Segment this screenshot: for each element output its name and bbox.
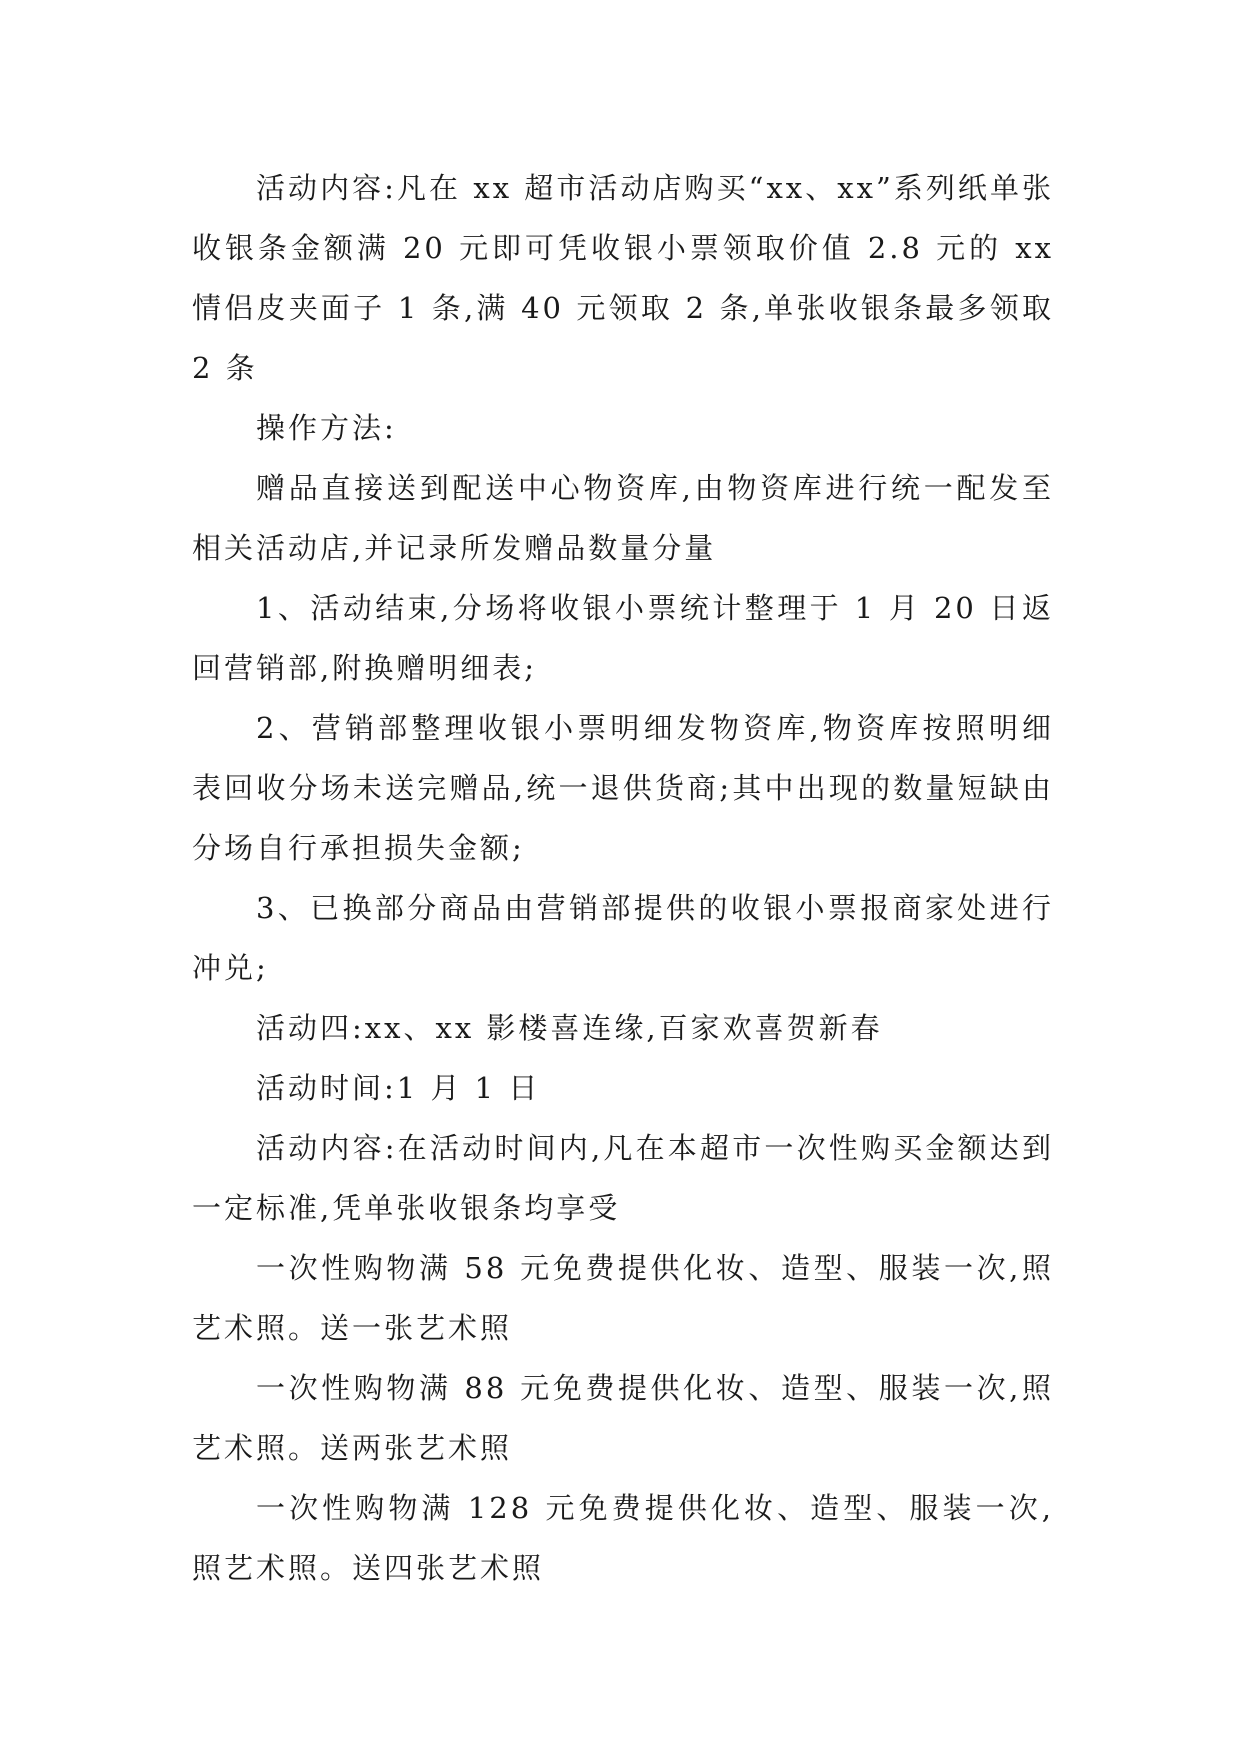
document-page: [192, 158, 1054, 1598]
paragraph-activity-time: 活动时间:1 月 1 日: [256, 1071, 541, 1105]
paragraph-tier-58: 一次性购物满 58 元免费提供化妆、造型、服装一次,照艺术照。送一张艺术照: [192, 1251, 1054, 1345]
paragraph-tier-88: 一次性购物满 88 元免费提供化妆、造型、服装一次,照艺术照。送两张艺术照: [192, 1371, 1054, 1465]
paragraph-activity-four: 活动四:xx、xx 影楼喜连缘,百家欢喜贺新春: [256, 1011, 883, 1045]
paragraph-step-1: 1、活动结束,分场将收银小票统计整理于 1 月 20 日返回营销部,附换赠明细表;: [192, 591, 1054, 685]
paragraph-gift-distribution: 赠品直接送到配送中心物资库,由物资库进行统一配发至相关活动店,并记录所发赠品数量分量: [192, 471, 1054, 565]
paragraph-step-2: 2、营销部整理收银小票明细发物资库,物资库按照明细表回收分场未送完赠品,统一退供货商;其中出现的数量短缺由分场自行承担损失金额;: [192, 711, 1054, 865]
paragraph-step-3: 3、已换部分商品由营销部提供的收银小票报商家处进行冲兑;: [192, 891, 1054, 985]
paragraph-operation-method: 操作方法:: [256, 411, 397, 445]
paragraph-activity-content: 活动内容:凡在 xx 超市活动店购买“xx、xx”系列纸单张收银条金额满 20 元即可凭收银小票领取价值 2.8 元的 xx 情侣皮夹面子 1 条,满 40 元领取 2 条,单张收银条最多领取 2 条: [192, 171, 1054, 385]
paragraph-tier-128: 一次性购物满 128 元免费提供化妆、造型、服装一次,照艺术照。送四张艺术照: [192, 1491, 1054, 1585]
paragraph-activity-four-content: 活动内容:在活动时间内,凡在本超市一次性购买金额达到一定标准,凭单张收银条均享受: [192, 1131, 1054, 1225]
